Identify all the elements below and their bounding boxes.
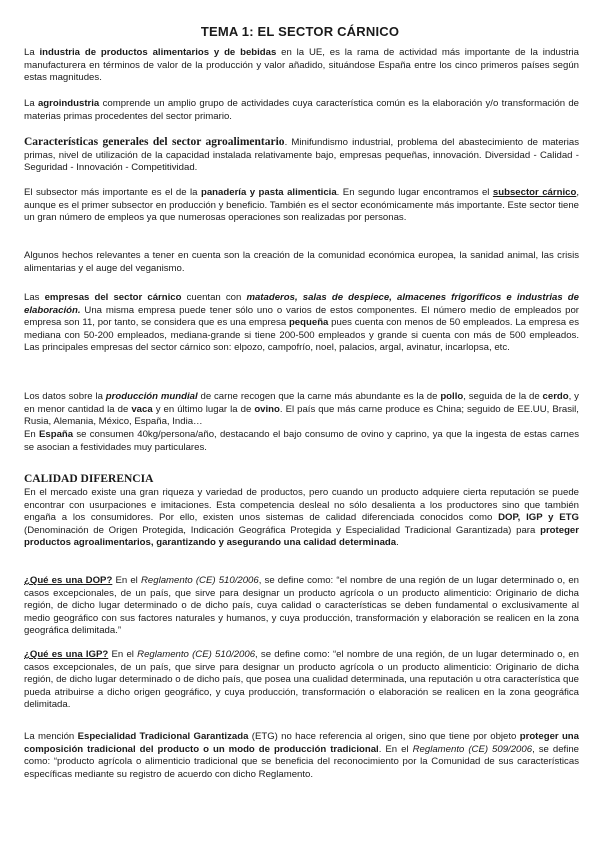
text-segment: panadería y pasta alimenticia [200, 187, 337, 198]
text-segment: (Denominación de Origen Protegida, Indicación Geográfica Protegida y Especialidad Tradicional Garantizada) para [24, 524, 541, 536]
text-segment: En el [108, 649, 138, 660]
caracteristicas-paragraph [24, 136, 579, 175]
text-segment: cerdo [542, 391, 569, 402]
text-segment: pues cuenta con menos de 50 empleados. La empresa es mediana con 50-200 empleados, mediana-grande si tiene 200-500 empleados y grande si cuenta con más de 500 empleados. Las principales empresas del sector cárnico son: elpozo, campofrío, noel, palacios, argal, avinatur, incarlopsa, etc. [24, 317, 579, 354]
text-segment: y en último lugar la de [152, 403, 255, 415]
text-segment: ¿Qué es una IGP? [24, 649, 109, 660]
text-segment: pollo [440, 391, 464, 402]
text-segment: vaca [131, 403, 153, 415]
text-segment: pequeña [288, 317, 329, 329]
text-segment: En el [112, 575, 141, 586]
text-segment: . [396, 537, 399, 549]
text-segment: . El país que más carne produce es China; seguido de EE.UU, Brasil, Rusia, Alemania, México, España, India… [24, 403, 579, 428]
text-segment: de carne recogen que la carne más abundante es la de [197, 391, 441, 402]
page-title: TEMA 1: EL SECTOR CÁRNICO [200, 24, 400, 39]
text-segment: en la UE, es la rama de actividad más importante de la industria manufacturera en términos de valor de la producción y valor añadido, situándose España entre los cinco primeros países según estas magnitudes. [24, 47, 579, 84]
section-heading: Características generales del sector agroalimentario [24, 136, 285, 148]
text-segment: agroindustria [37, 98, 100, 109]
text-segment: El subsector más importante es el de la [24, 187, 201, 198]
text-segment: DOP, IGP y ETG [498, 512, 579, 524]
text-segment: La [24, 47, 40, 58]
produccion-paragraph [24, 391, 579, 429]
text-segment: ovino [254, 403, 280, 415]
text-segment: Especialidad Tradicional Garantizada [77, 731, 249, 742]
text-segment: ¿Qué es una DOP? [24, 575, 113, 586]
text-segment: subsector cárnico [492, 187, 577, 198]
text-segment: . Minifundismo industrial, problema del abastecimiento de materias primas, nivel de utilización de la capacidad instalada relativamente bajo, empresas pequeñas, innovación. Diversidad - Calidad - Seguridad - Innovación - Competitividad. [24, 137, 579, 174]
text-segment: . En el [378, 743, 413, 755]
text-segment: En [24, 429, 39, 440]
text-segment: , aunque es el primer subsector en producción y beneficio. También es el sector económicamente más importante. Este sector tiene un gran número de empleos ya que numerosas operaciones son realizadas por personas. [24, 187, 579, 224]
text-segment: proteger productos agroalimentarios, garantizando y asegurando una calidad determinada [24, 524, 579, 549]
text-segment: , y en menor cantidad la de [24, 391, 579, 415]
text-segment: Algunos hechos relevantes a tener en cuenta son la creación de la comunidad económica europea, la sanidad animal, las crisis alimentarias y el auge del veganismo. [24, 250, 579, 274]
espana-paragraph [24, 429, 579, 454]
text-segment: Reglamento (CE) 510/2006 [137, 649, 256, 660]
text-segment: Reglamento (CE) 510/2006 [140, 575, 259, 586]
text-segment: La [24, 98, 38, 109]
text-segment: mataderos, salas de despiece, almacenes frigoríficos e industrias de elaboración. [24, 292, 579, 316]
text-segment: , se define como: “producto agrícola o alimenticio tradicional que se beneficia del reconocimiento por la Comunidad de sus características específicas mediante su registro de acuerdo con dicho Reglamento. [24, 743, 579, 780]
text-segment: se consumen 40kg/persona/año, destacando el bajo consumo de ovino y caprino, ya que la ingesta de estas carnes se asocian a festividades muy particulares. [24, 429, 579, 453]
text-segment: industria de productos alimentarios y de bebidas [39, 47, 277, 58]
text-segment: España [38, 429, 74, 440]
text-segment: comprende un amplio grupo de actividades cuya característica común es la elaboración y/o transformación de materias primas procedentes del sector primario. [24, 98, 579, 122]
text-segment: cuentan con [181, 292, 247, 303]
text-segment: La mención [24, 731, 78, 742]
subsector-paragraph [24, 187, 579, 225]
text-segment: proteger una composición tradicional del producto o un modo de producción tradicional [24, 731, 580, 755]
hechos-paragraph [24, 250, 579, 275]
text-segment: producción mundial [105, 391, 198, 402]
empresas-paragraph [24, 292, 579, 355]
text-segment: (ETG) no hace referencia al origen, sino que tiene por objeto [248, 731, 520, 742]
text-segment: empresas del sector cárnico [44, 292, 182, 303]
text-segment: En el mercado existe una gran riqueza y variedad de productos, pero cuando un producto adquiere cierta reputación se puede encontrar con usurpaciones e imitaciones. Esta competencia desleal no sólo desalienta a los productores sino que también engaña a los consumidores. Por ello, existen unos sistemas de calidad diferenciada conocidos como [24, 487, 579, 524]
text-segment: Una misma empresa puede tener sólo uno o varios de estos componentes. El número medio de empleados por empresa son 11, por tanto, se considera que es una empresa [24, 304, 579, 329]
text-segment: Reglamento (CE) 509/2006 [412, 743, 533, 755]
intro-paragraph-agroindustria [24, 98, 579, 123]
text-segment: Los datos sobre la [24, 391, 106, 402]
etg-paragraph [24, 731, 579, 781]
igp-paragraph [24, 649, 579, 712]
intro-paragraph-industria [24, 47, 579, 85]
text-segment: , se define como: “el nombre de una región, de un lugar determinado o, en casos excepcionales, de un país, que sirve para designar un producto agrícola o un producto alimenticio: Originario de dicha región, de dicho lugar determinado o de dicho país, que posea una cualidad determinada, una reputación u otra característica que pueda atribuirse a dicho origen geográfico, y cuya producción, transformación o elaboración se realicen en la zona geográfica delimitada. [24, 649, 580, 711]
text-segment: . En segundo lugar encontramos el [336, 187, 493, 198]
text-segment: , seguida de la de [463, 391, 543, 402]
calidad-paragraph [24, 487, 579, 550]
dop-paragraph [24, 575, 579, 638]
calidad-heading: CALIDAD DIFERENCIA [24, 473, 154, 485]
text-segment: Las [24, 292, 45, 303]
text-segment: , se define como: “el nombre de una región de un lugar determinado o, en casos excepcionales, de un país, que sirve para designar un producto agrícola o un producto alimenticio: Originario de dicha región, de dicho lugar determinado o de dicho país, cuya calidad o características se deben fundamental o exclusivamente al medio geográfico con sus factores naturales y humanos, y cuya producción, transformación y elaboración se realicen en la zona geográfica delimitada.” [24, 575, 579, 637]
